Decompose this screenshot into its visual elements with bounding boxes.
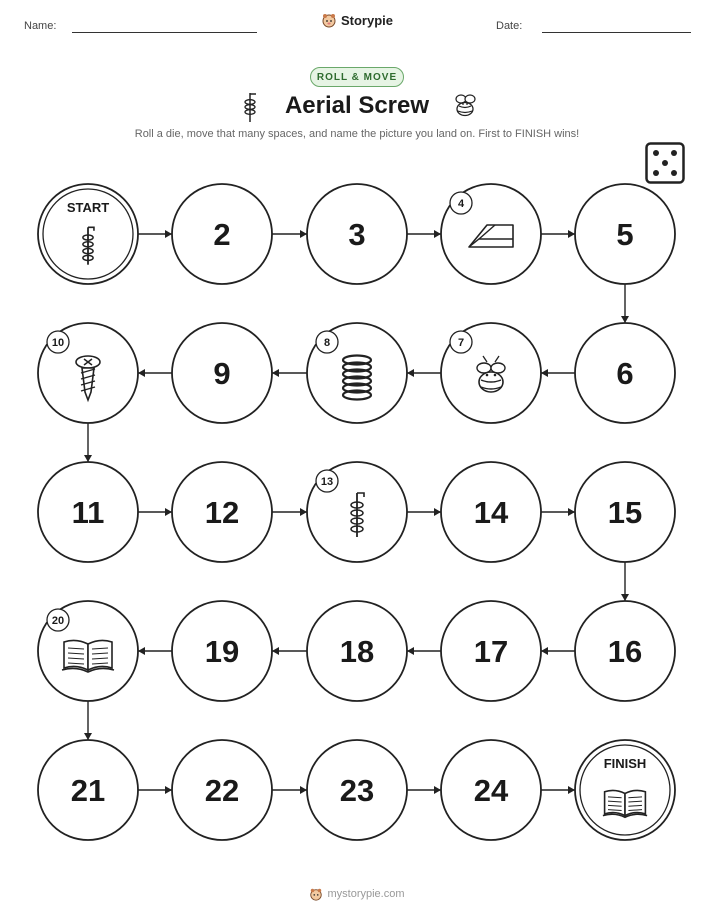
board-space	[172, 601, 272, 701]
board-space	[172, 184, 272, 284]
board-space	[575, 601, 675, 701]
board-space	[441, 323, 541, 423]
space-number-badge	[316, 331, 338, 353]
board-space	[38, 740, 138, 840]
arrow	[272, 786, 307, 794]
space-number: 23	[339, 773, 375, 808]
book-icon	[603, 790, 647, 817]
board-space	[441, 740, 541, 840]
board-space	[38, 601, 138, 701]
board-space	[575, 184, 675, 284]
space-number: 18	[339, 634, 375, 669]
space-number-badge	[450, 331, 472, 353]
arrow	[138, 786, 172, 794]
board-space	[38, 462, 138, 562]
space-number-badge	[47, 609, 69, 631]
start-space	[38, 184, 138, 284]
board-space	[307, 740, 407, 840]
board-space	[307, 323, 407, 423]
space-number: 3	[348, 217, 366, 252]
arrow	[407, 369, 441, 377]
arrow	[407, 647, 441, 655]
page-title: Aerial Screw	[284, 92, 430, 119]
space-number: 21	[70, 773, 106, 808]
finish-space	[575, 740, 675, 840]
space-label: START	[66, 200, 110, 215]
spring-icon	[343, 356, 371, 400]
board-space	[172, 462, 272, 562]
name-label: Name:	[24, 20, 57, 32]
space-number: 22	[204, 773, 240, 808]
space-number: 10	[51, 337, 65, 349]
space-number: 13	[320, 476, 334, 488]
arrow	[138, 508, 172, 516]
board-space	[441, 462, 541, 562]
board-space	[172, 323, 272, 423]
space-number-badge	[316, 470, 338, 492]
date-label: Date:	[496, 20, 523, 32]
board-space	[575, 462, 675, 562]
arrow	[138, 369, 172, 377]
space-label: FINISH	[603, 756, 647, 771]
board-space	[307, 184, 407, 284]
brand-name: Storypie	[340, 12, 393, 28]
arrow	[138, 230, 172, 238]
space-number-badge	[450, 192, 472, 214]
instructions: Roll a die, move that many spaces, and name the picture you land on. First to FINISH wins!	[134, 128, 580, 140]
space-number: 2	[213, 217, 231, 252]
space-number: 6	[616, 356, 634, 391]
space-circle	[575, 740, 675, 840]
footer	[0, 887, 714, 904]
board-space	[307, 601, 407, 701]
board-space	[441, 184, 541, 284]
board-space	[172, 740, 272, 840]
arrow	[272, 369, 307, 377]
storypie-footer-logo-icon	[309, 887, 323, 901]
arrow	[541, 647, 575, 655]
arrow	[84, 423, 92, 462]
arrow	[541, 230, 575, 238]
space-number: 15	[607, 495, 643, 530]
book-icon	[62, 640, 114, 672]
space-number: 17	[473, 634, 509, 669]
arrow	[272, 508, 307, 516]
space-number: 9	[213, 356, 231, 391]
arrow	[621, 284, 629, 323]
space-number: 4	[457, 198, 465, 210]
space-number: 14	[473, 495, 509, 530]
space-number: 20	[51, 615, 65, 627]
arrow	[407, 786, 441, 794]
arrow	[272, 230, 307, 238]
arrow	[541, 508, 575, 516]
arrow	[138, 647, 172, 655]
space-number: 5	[616, 217, 634, 252]
space-number: 8	[323, 337, 331, 349]
arrow	[621, 562, 629, 601]
arrow	[84, 701, 92, 740]
space-number: 16	[607, 634, 643, 669]
space-number: 7	[457, 337, 465, 349]
space-number-badge	[47, 331, 69, 353]
arrow	[407, 508, 441, 516]
space-number: 11	[71, 495, 105, 530]
board-space	[307, 462, 407, 562]
arrow	[541, 369, 575, 377]
board-space	[38, 323, 138, 423]
space-number: 12	[204, 495, 240, 530]
space-number: 19	[204, 634, 240, 669]
space-number: 24	[473, 773, 509, 808]
board-space	[575, 323, 675, 423]
arrow	[407, 230, 441, 238]
arrow	[272, 647, 307, 655]
board-space	[441, 601, 541, 701]
roll-and-move-badge: ROLL & MOVE	[310, 67, 404, 87]
arrow	[541, 786, 575, 794]
footer-url[interactable]: mystorypie.com	[327, 888, 405, 900]
